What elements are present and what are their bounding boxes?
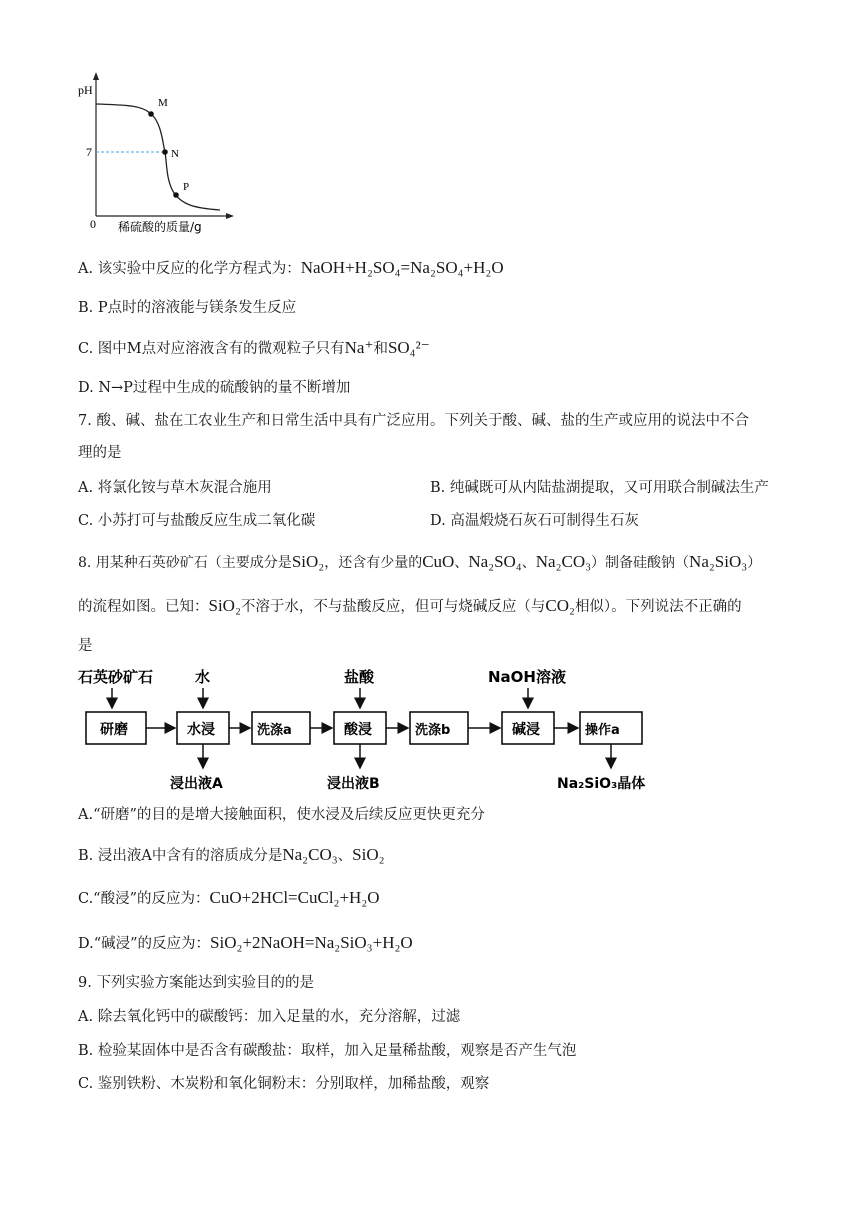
q8-option-a: A.“研磨”的目的是增大接触面积，使水浸及后续反应更快更充分 <box>78 807 485 823</box>
q7-option-c: C. 小苏打可与盐酸反应生成二氧化碳 <box>78 513 316 529</box>
q6-option-b: B. P点时的溶液能与镁条发生反应 <box>78 300 297 316</box>
origin-label: 0 <box>90 217 96 231</box>
svg-text:酸浸: 酸浸 <box>344 722 372 738</box>
q6-a-equation: NaOH+H₂SO₄=Na₂SO₄+H₂O <box>300 258 504 277</box>
input-ore: 石英砂矿石 <box>78 668 154 686</box>
point-m <box>148 111 154 117</box>
q7-option-d: D. 高温煅烧石灰石可制得生石灰 <box>430 513 639 529</box>
q9-option-a: A. 除去氧化钙中的碳酸钙：加入足量的水，充分溶解，过滤 <box>78 1009 461 1025</box>
q6-option-a: A. 该实验中反应的化学方程式为：NaOH+H₂SO₄=Na₂SO₄+H₂O <box>78 258 504 277</box>
svg-text:操作a: 操作a <box>585 723 620 738</box>
q8-stem-line2: 的流程如图。已知：SiO₂不溶于水，不与盐酸反应，但可与烧碱反应（与CO₂相似）。下列说法不正确的 <box>78 596 742 615</box>
q9-stem: 9. 下列实验方案能达到实验目的的是 <box>78 975 314 991</box>
q9-option-b: B. 检验某固体中是否含有碳酸盐：取样，加入足量稀盐酸，观察是否产生气泡 <box>78 1043 577 1059</box>
svg-text:洗涤a: 洗涤a <box>257 723 292 738</box>
q6-option-d: D. N→P过程中生成的硫酸钠的量不断增加 <box>78 380 351 396</box>
label-m: M <box>158 97 168 109</box>
q8-stem-line3: 是 <box>78 638 93 654</box>
q8-option-d: D.“碱浸”的反应为：SiO₂+2NaOH=Na₂SiO₃+H₂O <box>78 933 413 952</box>
label-n: N <box>171 148 179 160</box>
q7-stem-line2: 理的是 <box>78 445 122 461</box>
x-axis-label: 稀硫酸的质量/g <box>118 220 202 234</box>
y-axis-label: pH <box>78 83 93 97</box>
process-flow-diagram <box>70 660 670 800</box>
output-leachate-a: 浸出液A <box>170 776 223 792</box>
q6-option-c: C. 图中M点对应溶液含有的微观粒子只有Na⁺和SO₄²⁻ <box>78 338 430 357</box>
output-leachate-b: 浸出液B <box>327 776 380 792</box>
q8-option-c: C.“酸浸”的反应为：CuO+2HCl=CuCl₂+H₂O <box>78 888 380 907</box>
q8-option-b: B. 浸出液A中含有的溶质成分是Na₂CO₃、SiO₂ <box>78 845 385 864</box>
input-naoh: NaOH溶液 <box>488 668 566 686</box>
q7-option-b: B. 纯碱既可从内陆盐湖提取，又可用联合制碱法生产 <box>430 480 769 496</box>
svg-text:洗涤b: 洗涤b <box>415 723 451 738</box>
q8-stem-line1: 8. 用某种石英砂矿石（主要成分是SiO₂，还含有少量的CuO、Na₂SO₄、Na₂CO₃）制备硅酸钠（Na₂SiO₃） <box>78 552 762 571</box>
output-na2sio3-crystal: Na₂SiO₃晶体 <box>557 776 646 792</box>
point-p <box>173 192 179 198</box>
svg-text:研磨: 研磨 <box>100 722 128 738</box>
ph-titration-graph <box>70 68 260 238</box>
label-p: P <box>183 181 190 193</box>
q7-option-a: A. 将氯化铵与草木灰混合施用 <box>78 480 272 496</box>
input-water: 水 <box>195 668 211 686</box>
svg-text:水浸: 水浸 <box>187 722 215 738</box>
point-n <box>162 149 168 155</box>
q9-option-c: C. 鉴别铁粉、木炭粉和氧化铜粉末：分别取样，加稀盐酸，观察 <box>78 1076 490 1092</box>
q7-stem-line1: 7. 酸、碱、盐在工农业生产和日常生活中具有广泛应用。下列关于酸、碱、盐的生产或应用的说法中不合 <box>78 413 749 429</box>
svg-text:碱浸: 碱浸 <box>512 722 540 738</box>
y-tick-7: 7 <box>86 145 92 159</box>
input-hcl: 盐酸 <box>344 668 375 686</box>
